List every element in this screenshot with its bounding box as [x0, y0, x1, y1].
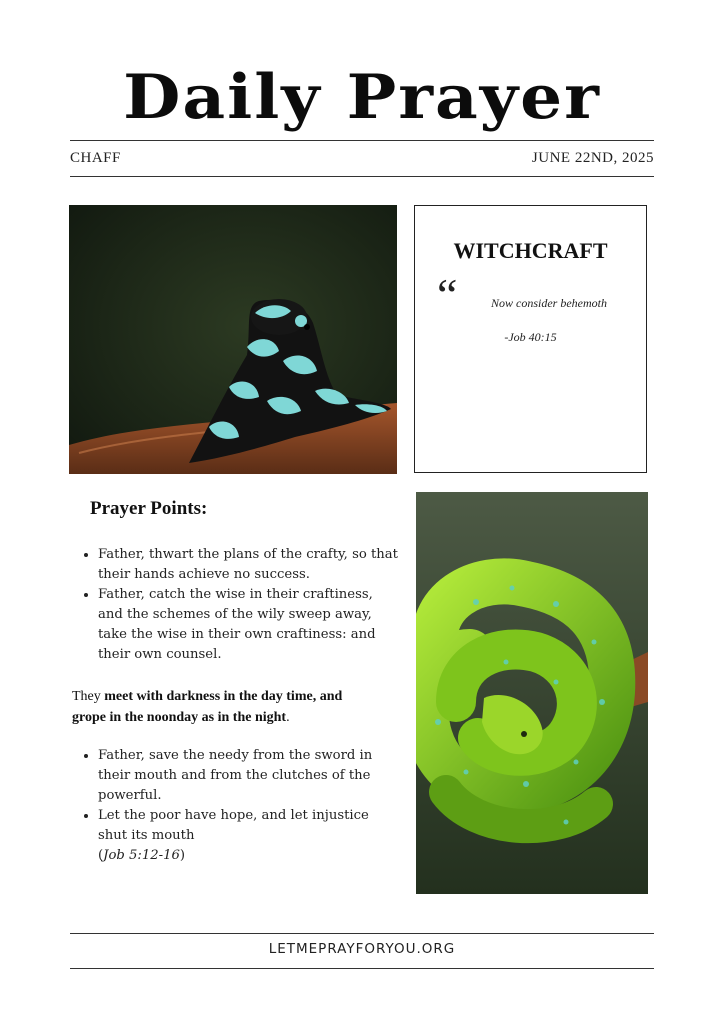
list-item: [98, 806, 398, 866]
quote-box: [414, 205, 647, 473]
prayer-points-list: [80, 545, 398, 665]
verse-suffix: .: [286, 710, 290, 725]
verse-prefix: They: [72, 689, 105, 704]
reference-close: ): [179, 848, 186, 863]
footer-bottom-rule: [70, 968, 654, 969]
frog-photo: [69, 205, 397, 474]
section-label: CHAFF: [70, 150, 121, 166]
prayer-points-list-2: [80, 746, 398, 866]
verse-text: [72, 686, 372, 728]
masthead-title: Daily Prayer: [123, 61, 601, 133]
reference-open: (: [98, 848, 104, 863]
quote-text: Now consider behemoth: [491, 296, 607, 310]
top-rule: [70, 140, 654, 141]
quote-mark-icon: “: [437, 269, 458, 320]
list-item: • Father, catch the wise in their craftiness, and the schemes of the wily sweep away, take the wise in their own craftiness: and their own counsel.: [98, 585, 398, 665]
list-item: • Father, thwart the plans of the crafty, so that their hands achieve no success.: [98, 545, 398, 585]
quote-citation: -Job 40:15: [504, 330, 557, 344]
verse-bold: meet with darkness in the day time, and grope in the noonday as in the night: [72, 689, 343, 725]
scripture-reference: Job 5:12-16: [103, 848, 180, 863]
list-item-text: Let the poor have hope, and let injustice shut its mouth: [98, 808, 369, 843]
prayer-points-title: Prayer Points:: [90, 498, 208, 519]
footer-website[interactable]: LETMEPRAYFORYOU.ORG: [268, 941, 456, 957]
quote-title: WITCHCRAFT: [453, 238, 608, 263]
header-bottom-rule: [70, 176, 654, 177]
snake-photo: [416, 492, 648, 894]
footer-top-rule: [70, 933, 654, 934]
issue-date: JUNE 22ND, 2025: [531, 150, 654, 166]
list-item: • Father, save the needy from the sword in their mouth and from the clutches of the powerful.: [98, 746, 398, 806]
